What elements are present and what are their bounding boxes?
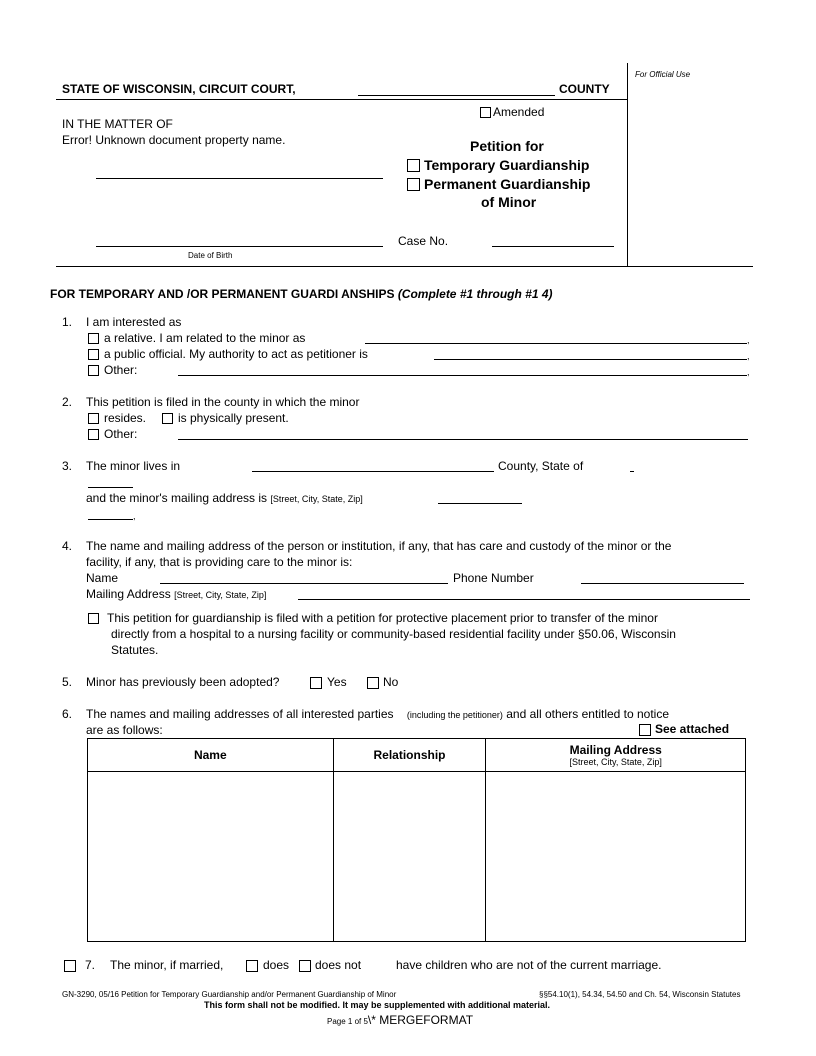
adopted-no-label: No	[383, 675, 399, 689]
custodian-mailing-field[interactable]	[298, 599, 750, 600]
minor-mailing-address-continued[interactable]	[88, 519, 133, 520]
resides-label: resides.	[104, 411, 147, 425]
does-not-label: does not	[315, 958, 362, 972]
item6-line1	[86, 707, 669, 721]
amended-label: Amended	[493, 105, 545, 119]
see-attached-checkbox[interactable]	[639, 724, 651, 736]
item3-number: 3.	[62, 459, 73, 473]
item6-line2: are as follows:	[86, 723, 163, 737]
item6-text-b: (including the petitioner)	[406, 710, 503, 720]
in-matter-of-label: IN THE MATTER OF	[62, 117, 173, 131]
table-row	[88, 772, 746, 942]
name-cell[interactable]	[88, 772, 334, 942]
address-format-hint: [Street, City, State, Zip]	[174, 590, 267, 600]
item5-number: 5.	[62, 675, 73, 689]
does-not-checkbox[interactable]	[299, 960, 311, 972]
item2-intro: This petition is filed in the county in which the minor	[86, 395, 360, 409]
adopted-no-checkbox[interactable]	[367, 677, 379, 689]
state-field[interactable]	[630, 471, 634, 472]
item2-number: 2.	[62, 395, 73, 409]
adopted-yes-checkbox[interactable]	[310, 677, 322, 689]
date-of-birth-label: Date of Birth	[188, 251, 233, 260]
adopted-yes-label: Yes	[327, 675, 347, 689]
modification-notice: This form shall not be modified. It may be supplemented with additional material.	[204, 1000, 551, 1010]
comma: ,	[747, 351, 750, 361]
relationship-cell[interactable]	[333, 772, 486, 942]
phone-number-label: Phone Number	[453, 571, 534, 585]
item1-other-label: Other:	[104, 363, 138, 377]
petition-title: Petition for	[470, 138, 544, 154]
table-header-row	[88, 739, 746, 772]
protective-placement-line3: Statutes.	[111, 643, 159, 657]
does-checkbox[interactable]	[246, 960, 258, 972]
protective-placement-line2: directly from a hospital to a nursing facility or community-based residential facility under §50.06, Wisconsin	[111, 627, 676, 641]
custodian-name-field[interactable]	[160, 583, 448, 584]
item6-number: 6.	[62, 707, 73, 721]
page-number: Page 1 of 5	[327, 1017, 368, 1026]
item2-other-field[interactable]	[178, 439, 748, 440]
merge-format-field: \* MERGEFORMAT	[367, 1013, 474, 1027]
header-bottom-rule	[56, 266, 753, 267]
col-header-name: Name	[88, 739, 334, 772]
item7-text-b: have children who are not of the current marriage.	[396, 958, 662, 972]
item4-number: 4.	[62, 539, 73, 553]
relative-label: a relative. I am related to the minor as	[104, 331, 306, 345]
physically-present-label: is physically present.	[178, 411, 289, 425]
public-official-checkbox[interactable]	[88, 349, 99, 360]
address-format-hint: [Street, City, State, Zip]	[270, 494, 363, 504]
permanent-guardianship-checkbox[interactable]	[407, 178, 420, 191]
state-field-continued[interactable]	[88, 487, 133, 488]
resides-checkbox[interactable]	[88, 413, 99, 424]
item1-number: 1.	[62, 315, 73, 329]
minor-name-field[interactable]	[96, 178, 383, 179]
minor-county-field[interactable]	[252, 471, 494, 472]
item4-line1: The name and mailing address of the person or institution, if any, that has care and custody of the minor or the	[86, 539, 672, 553]
custodian-mailing-text: Mailing Address	[86, 587, 171, 601]
col-header-mailing-address-hint: [Street, City, State, Zip]	[569, 757, 662, 767]
relative-checkbox[interactable]	[88, 333, 99, 344]
section-heading-main: FOR TEMPORARY AND /OR PERMANENT GUARDI ANSHIPS	[50, 287, 395, 301]
custodian-name-label: Name	[86, 571, 119, 585]
physically-present-checkbox[interactable]	[162, 413, 173, 424]
amended-checkbox[interactable]	[480, 107, 491, 118]
mailing-address-text: and the minor's mailing address is	[86, 491, 268, 505]
case-no-label: Case No.	[398, 234, 449, 248]
minor-mailing-address-field[interactable]	[438, 503, 522, 504]
minor-lives-label: The minor lives in	[86, 459, 181, 473]
page-number-footer	[327, 1013, 473, 1027]
item7-number: 7.	[85, 958, 96, 972]
public-official-label: a public official. My authority to act as petitioner is	[104, 347, 368, 361]
of-minor-title: of Minor	[481, 194, 537, 210]
official-use-divider	[627, 63, 628, 267]
item2-other-checkbox[interactable]	[88, 429, 99, 440]
comma: ,	[133, 511, 136, 521]
item1-other-field[interactable]	[178, 375, 747, 376]
col-header-relationship: Relationship	[333, 739, 486, 772]
date-of-birth-field[interactable]	[96, 246, 383, 247]
temporary-guardianship-checkbox[interactable]	[407, 159, 420, 172]
case-no-field[interactable]	[492, 246, 614, 247]
col-header-mailing-address	[486, 739, 746, 772]
county-label: COUNTY	[559, 82, 610, 96]
protective-placement-line1: This petition for guardianship is filed with a petition for protective placement prior to transfer of the minor	[107, 611, 658, 625]
temporary-guardianship-label: Temporary Guardianship	[424, 157, 590, 173]
section-heading	[50, 287, 553, 301]
authority-field[interactable]	[434, 359, 747, 360]
item6-text-c: and all others entitled to notice	[506, 707, 670, 721]
statute-references: §§54.10(1), 54.34, 54.50 and Ch. 54, Wisconsin Statutes	[539, 990, 741, 999]
permanent-guardianship-label: Permanent Guardianship	[424, 176, 591, 192]
item6-text-a: The names and mailing addresses of all interested parties	[86, 707, 394, 721]
form-id: GN-3290, 05/16 Petition for Temporary Guardianship and/or Permanent Guardianship of Minor	[62, 990, 397, 999]
mailing-address-label	[86, 491, 363, 505]
col-header-mailing-address-label: Mailing Address	[569, 743, 662, 757]
item2-other-label: Other:	[104, 427, 138, 441]
property-error-text: Error! Unknown document property name.	[62, 133, 286, 147]
county-name-field[interactable]	[358, 95, 555, 96]
item7-checkbox[interactable]	[64, 960, 76, 972]
does-label: does	[263, 958, 290, 972]
mailing-address-cell[interactable]	[486, 772, 746, 942]
section-heading-italic: (Complete #1 through #1 4)	[397, 287, 553, 301]
interested-parties-table	[87, 738, 746, 942]
relationship-field[interactable]	[365, 343, 747, 344]
item4-line2: facility, if any, that is providing care to the minor is:	[86, 555, 353, 569]
protective-placement-checkbox[interactable]	[88, 613, 99, 624]
comma: ,	[747, 367, 750, 377]
item1-other-checkbox[interactable]	[88, 365, 99, 376]
item1-intro: I am interested as	[86, 315, 182, 329]
adopted-question: Minor has previously been adopted?	[86, 675, 280, 689]
custodian-mailing-label	[86, 587, 266, 601]
item7-text-a: The minor, if married,	[110, 958, 224, 972]
see-attached-label: See attached	[655, 722, 730, 736]
official-use-label: For Official Use	[635, 70, 691, 79]
court-heading: STATE OF WISCONSIN, CIRCUIT COURT,	[62, 82, 296, 96]
phone-number-field[interactable]	[581, 583, 744, 584]
county-state-label: County, State of	[498, 459, 584, 473]
header-rule	[56, 99, 627, 100]
comma: ,	[747, 335, 750, 345]
